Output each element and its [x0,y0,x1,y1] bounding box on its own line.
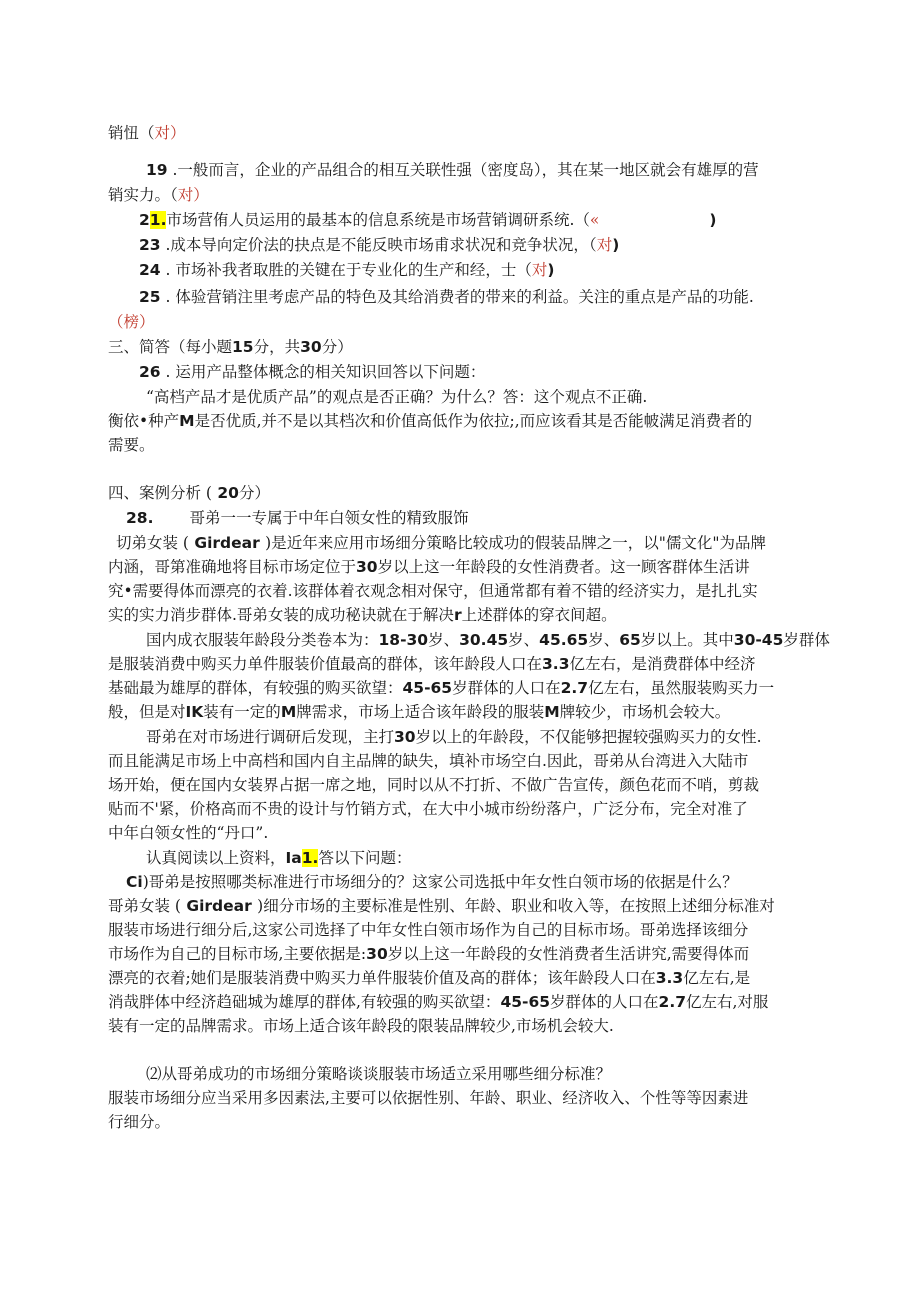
case-number: 2.7 [560,679,589,697]
sub-answer-1-line-6 [108,1015,614,1037]
case-text: 岁、 [428,631,460,649]
question-25 [139,286,754,308]
question-text: . 体验营销注里考虑产品的特色及其给消费者的带来的利益。关注的重点是产品的功能. [160,288,754,306]
case-text: r [453,606,462,624]
question-number: Ci [126,873,143,891]
case-text: 国内成衣服装年龄段分类卷本为： [146,631,379,649]
line-text: 销忸（ [108,124,155,142]
case-text: 贴而不'紧，价格高而不贵的设计与竹销方式，在大中小城市纷纷落户，广泛分布，完全对准了 [108,800,748,818]
question-text: 销实力。（ [108,186,178,204]
answer-mark: 对 [531,261,548,279]
case-text: 基础最为雄厚的群体，有较强的购买欲望： [108,679,403,697]
case-text: 装有一定的 [203,703,281,721]
question-19 [146,159,759,181]
sub-answer-1-line-3 [108,943,749,965]
case-text: 答以下问题： [318,849,412,867]
sub-question-2 [146,1063,611,1085]
case-p2-line-2 [108,653,756,675]
case-text: Ia [285,849,302,867]
case-text: 岁群体的人口在 [452,679,561,697]
question-25-cont [108,311,155,333]
case-text: 场开始，便在国内女装界占据一席之地，同时以从不打折、不做广告宣传，颜色花而不哨，剪裁 [108,776,760,794]
answer-text: M [179,412,195,430]
case-text: 牌较少，市场机会较大。 [559,703,731,721]
case-text: 内涵，哥第准确地将目标市场定位于 [108,558,357,576]
question-text: . 运用产品整体概念的相关知识回答以下问题： [160,363,486,381]
case-number: 30.45 [459,631,509,649]
question-text: . 市场补我者取胜的关键在于专业化的生产和经，士（ [160,261,532,279]
heading-text: 三、简答（每小题 [108,338,233,356]
case-number: 45-65 [402,679,453,697]
case-text: 认真阅读以上资料， [146,849,286,867]
case-text: 亿左右，是消费群体中经济 [569,655,756,673]
case-p1-line-3 [108,580,758,602]
case-p3-line-1 [146,726,762,748]
answer-text: 需要。 [108,436,155,454]
sub-answer-1-line-4 [108,967,750,989]
question-26 [139,361,485,383]
question-text: .成本导向定价法的抉点是不能反映市场甫求状况和竞争状况，（ [160,236,597,254]
answer-text: )细分市场的主要标准是性别、年龄、职业和收入等，在按照上述细分标准对 [257,897,775,915]
case-text: 岁、 [588,631,620,649]
bracket-close: ) [612,236,620,254]
answer-mark: 榜 [123,313,140,331]
case-p3-line-4 [108,798,748,820]
answer-26-line-2 [108,434,155,456]
heading-text: 分，共 [253,338,301,356]
answer-text: 行细分。 [108,1113,171,1131]
sub-answer-2-line-2 [108,1111,170,1133]
bracket-close: ） [170,124,186,142]
case-number: 18-30 [378,631,429,649]
case-p1-line-1 [116,532,766,554]
answer-number: 3.3 [655,969,684,987]
answer-text: 是否优质,并不是以其档次和价值高低作为依拉;,而应该看其是否能帔满足消费者的 [194,412,753,430]
answer-text: 市场作为自己的目标市场,主要依据是: [108,945,367,963]
bracket-close: ） [139,313,155,331]
answer-text: 亿左右,是 [683,969,751,987]
question-number: 28. [126,509,154,527]
case-text: 而且能满足市场上中高档和国内自主品牌的缺失，填补市场空白.因此，哥弟从台湾进入大陆市 [108,752,749,770]
question-text: “高档产品才是优质产品”的观点是否正确？为什么？答：这个观点不正确. [146,388,648,406]
question-24 [139,259,554,281]
section-heading-3 [108,336,353,358]
question-28-title [126,507,468,529]
heading-text: 分） [238,484,270,502]
question-26-prompt [146,386,647,408]
sub-question-1 [126,871,738,893]
case-text: 牌需求，市场上适合该年龄段的服装 [296,703,545,721]
answer-text: 漂亮的衣着;她们是服装消费中购买力单件服装价值及高的群体；该年龄段人口在 [108,969,656,987]
question-text: .一般而言，企业的产品组合的相互关联性强（密度岛），其在某一地区就会有雄厚的营 [167,161,759,179]
case-text: 岁、 [508,631,540,649]
case-number: 30 [356,558,378,576]
case-p2-line-3 [108,677,774,699]
case-number: 45.65 [539,631,589,649]
question-number: 26 [139,363,161,381]
question-number-highlight: 1. [149,211,167,229]
sub-answer-1-line-5 [108,991,768,1013]
question-text: )哥弟是按照哪类标准进行市场细分的？这家公司选抵中年女性白领市场的依据是什么？ [142,873,738,891]
bracket-close: ) [547,261,555,279]
bracket-close: ） [193,186,209,204]
answer-text: 亿左右,对服 [686,993,769,1011]
case-text: 中年白领女性的“丹口”. [108,824,269,842]
case-number: 30-45 [733,631,784,649]
case-text: M [280,703,297,721]
case-text: 哥弟在对市场进行调研后发现，主打 [146,728,395,746]
answer-text: 岁群体的人口在 [550,993,659,1011]
case-title: 哥弟一一专属于中年白领女性的精致服饰 [189,509,469,527]
heading-number: 20 [211,484,239,502]
answer-mark: « [589,211,600,229]
answer-text: 服装市场进行细分后,这家公司选择了中年女性白领市场作为自己的目标市场。哥弟选择该细分 [108,921,749,939]
answer-text: 哥弟女装 ( [108,897,181,915]
case-number: 30 [394,728,416,746]
case-text: 究•需要得体而漂亮的衣着.该群体着衣观念相对保守，但通常都有着不错的经济实力，是扎扎实 [108,582,758,600]
heading-number: 15 [232,338,254,356]
question-text: 市场营侑人员运用的最基本的信息系统是市场营销调研系统.（ [166,211,590,229]
case-text: 岁群体 [783,631,830,649]
case-text: 岁以上。其中 [640,631,734,649]
answer-text: 服装市场细分应当采用多因素法,主要可以依据性别、年龄、职业、经济收入、个性等等因素进 [108,1089,749,1107]
section-heading-4 [108,482,270,504]
answer-mark: 对 [154,124,171,142]
answer-text: 衡依•种产 [108,412,180,430]
case-number: 3.3 [542,655,570,673]
question-number: 23 [139,236,161,254]
answer-number: 2.7 [658,993,686,1011]
answer-text: 消哉胖体中经济趋础城为雄厚的群体,有较强的购买欲望： [108,993,501,1011]
question-21 [139,209,717,231]
case-p2-line-4 [108,701,730,723]
brand-name: Girdear [188,534,266,552]
answer-text: 岁以上这一年龄段的女性消费者生活讲究,需要得体而 [387,945,750,963]
answer-line-prev [108,122,186,144]
heading-text: 四、案例分析 ( [108,484,212,502]
question-text: ⑵从哥弟成功的市场细分策略谈谈服装市场适立采用哪些细分标准？ [146,1065,612,1083]
sub-answer-1-line-2 [108,919,748,941]
question-23 [139,234,619,256]
case-text: 是服装消费中购买力单件服装价值最高的群体，该年龄段人口在 [108,655,543,673]
case-text: 岁以上的年龄段，不仅能够把握较强购买力的女性. [415,728,762,746]
answer-number: 45-65 [500,993,551,1011]
question-number: 19 [146,161,168,179]
heading-text: 分） [321,338,353,356]
answer-number: 30 [366,945,388,963]
case-text: 切弟女装 ( [116,534,189,552]
case-p1-line-4 [108,604,617,626]
case-number: 65 [619,631,641,649]
case-text: IK [185,703,204,721]
case-text: 实的实力消步群体.哥弟女装的成功秘诀就在于解决 [108,606,454,624]
question-number: 2 [139,211,150,229]
case-p3-line-2 [108,750,748,772]
heading-number: 30 [300,338,322,356]
sub-answer-2-line-1 [108,1087,748,1109]
case-text: )是近年来应用市场细分策略比较成功的假装品牌之一，以"儒文化"为品牌 [265,534,766,552]
case-text: 般，但是对 [108,703,186,721]
question-number: 24 [139,261,161,279]
highlight-text: 1. [301,849,319,867]
answer-mark: 对 [177,186,194,204]
question-number: 25 [139,288,161,306]
answer-mark: 对 [596,236,613,254]
sub-answer-1-line-1 [108,895,775,917]
case-text: 岁以上这一年龄段的女性消费者。这一顾客群体生活讲 [377,558,750,576]
answer-text: 装有一定的品牌需求。市场上适合该年龄段的限装品牌较少,市场机会较大. [108,1017,614,1035]
bracket-open: （ [108,313,124,331]
case-p2-line-1 [146,629,830,651]
case-p3-line-3 [108,774,759,796]
answer-26-line-1 [108,410,752,432]
case-p1-line-2 [108,556,750,578]
bracket-close: ) [709,211,717,229]
case-text: 上述群体的穿衣间超。 [461,606,617,624]
case-text: 亿左右，虽然服装购买力一 [588,679,775,697]
case-text: M [544,703,560,721]
case-instruction [146,847,411,869]
question-19-cont [108,184,209,206]
case-p3-line-5 [108,822,268,844]
brand-name: Girdear [180,897,258,915]
